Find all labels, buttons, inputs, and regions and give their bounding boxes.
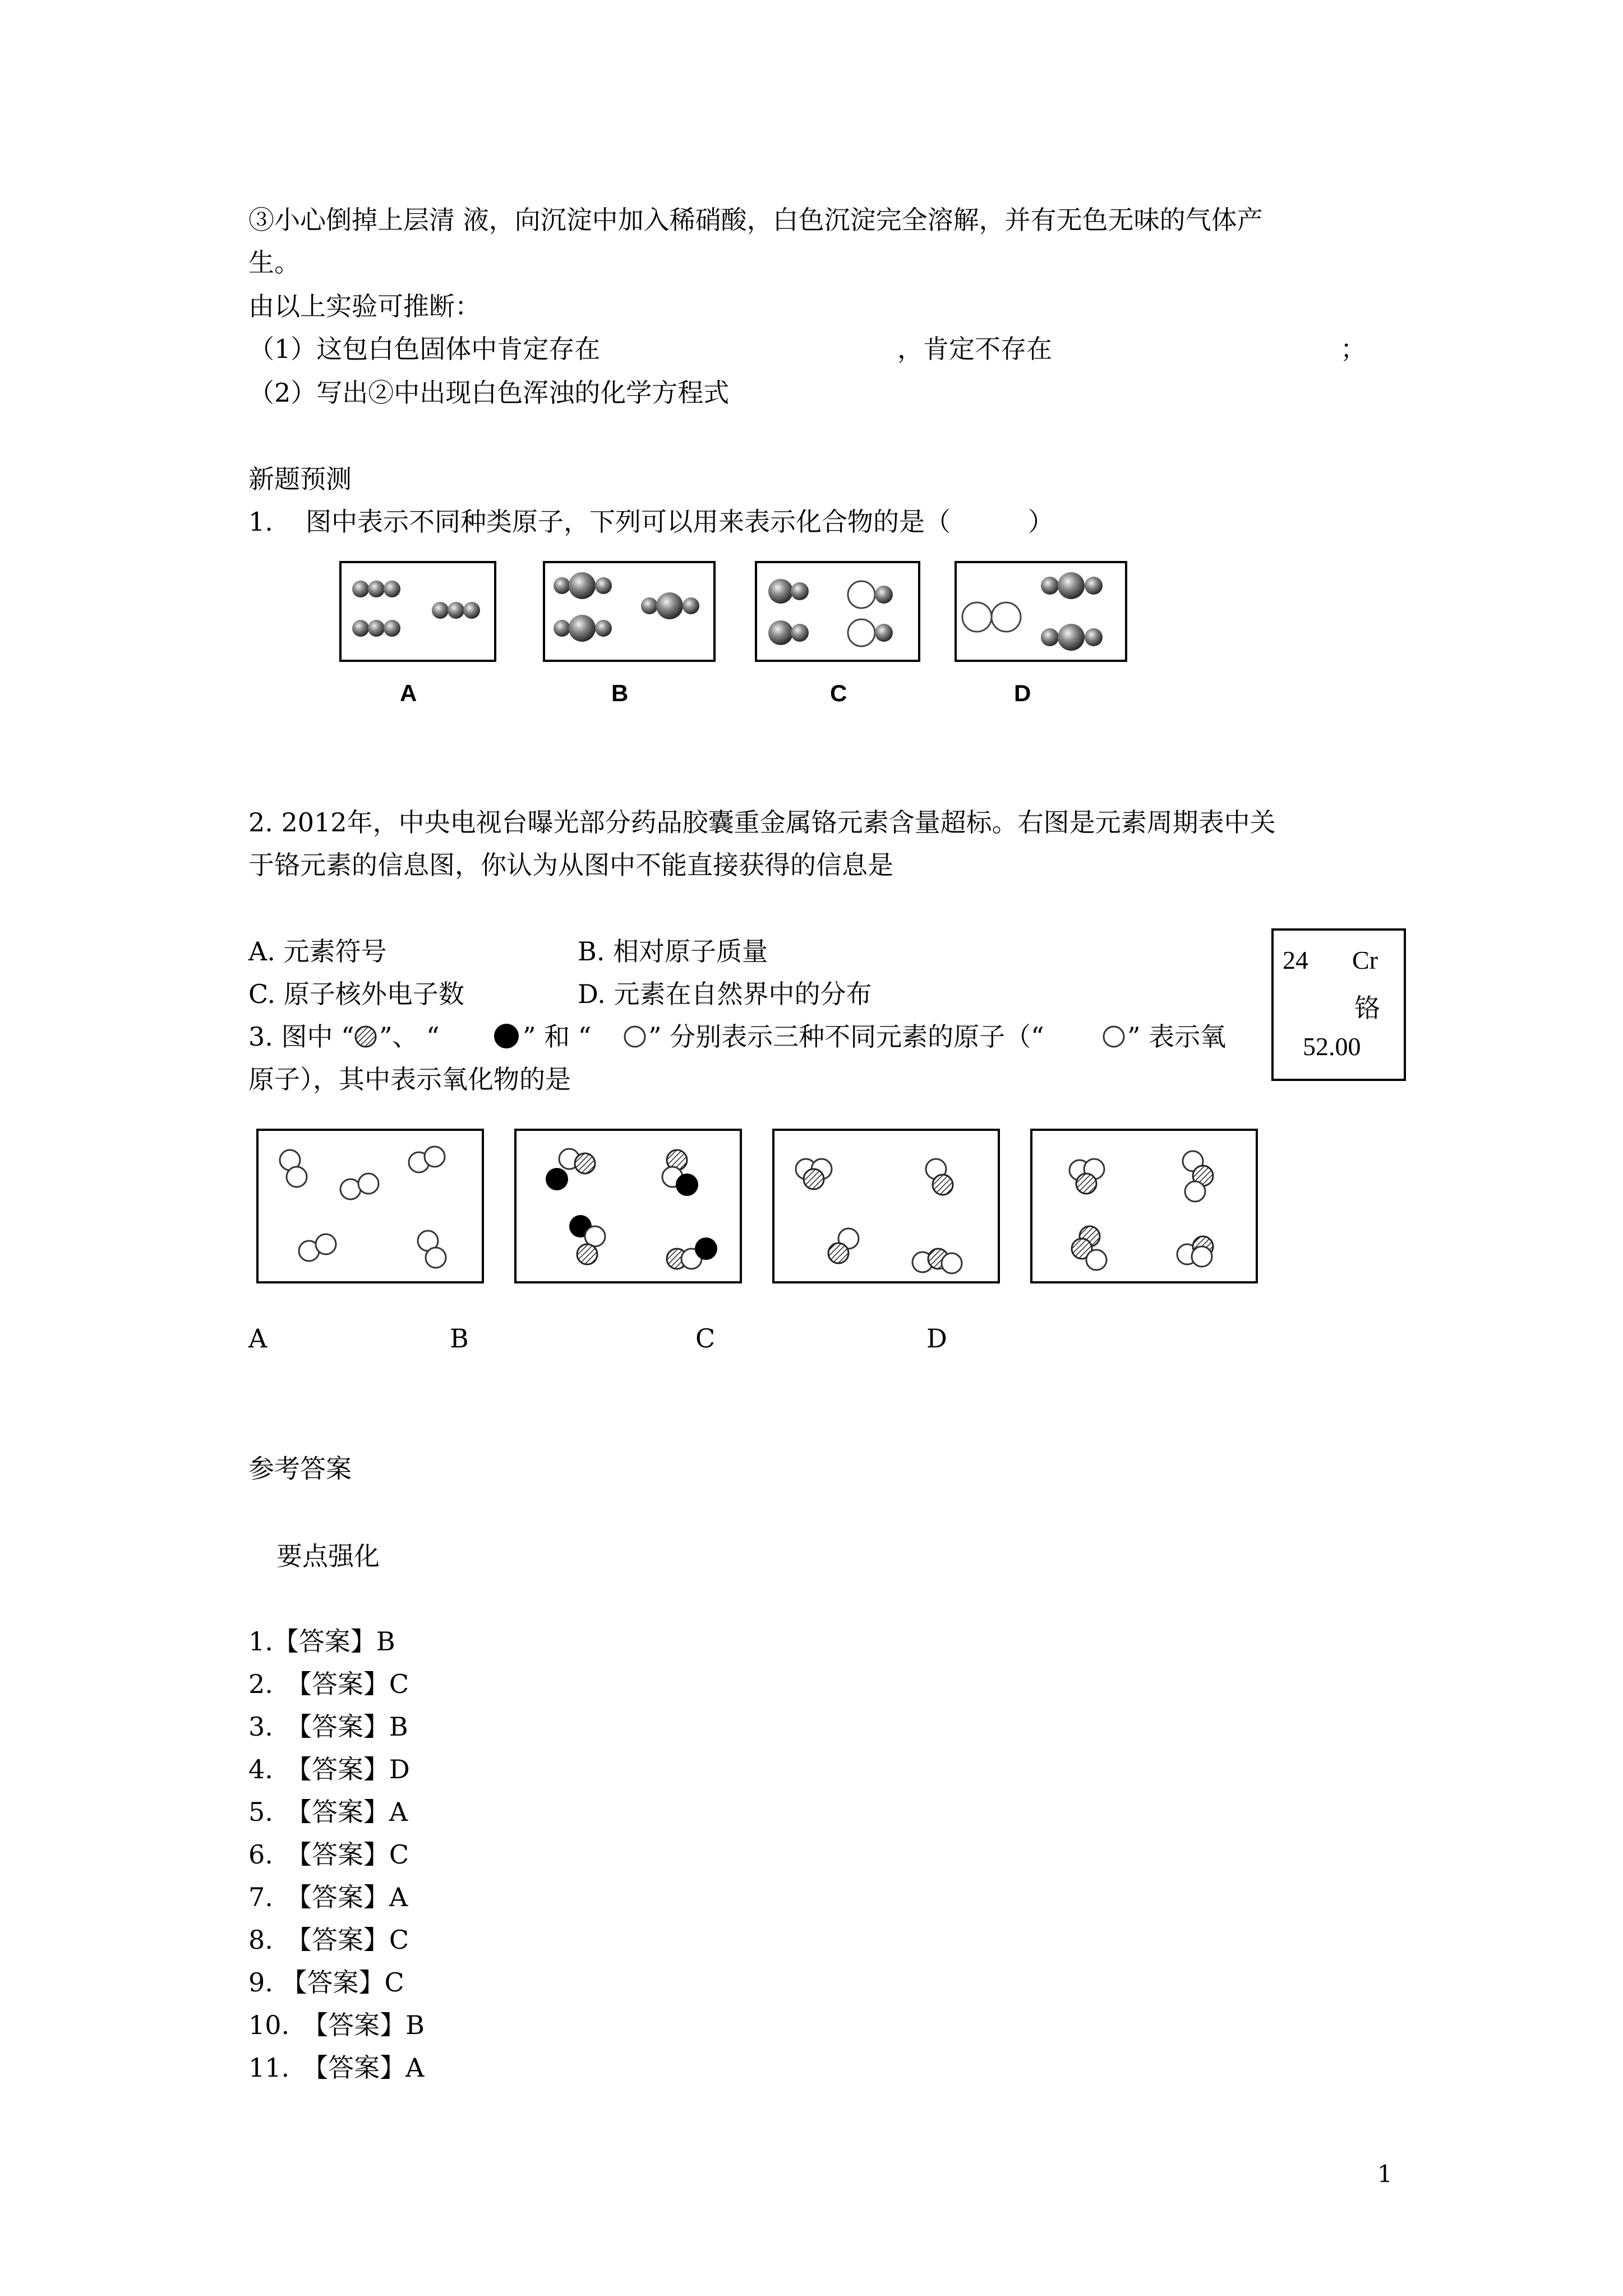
q3-label-c: C (695, 1323, 716, 1354)
element-atomic-number: 24 (1283, 946, 1308, 974)
q3-diagram-c (772, 1129, 1000, 1283)
step3-line2: 生。 (248, 247, 300, 278)
q1-diagram-a-atoms (339, 561, 496, 662)
answer-item: 4. 【答案】D (248, 1754, 410, 1784)
q2-option-b: B. 相对原子质量 (578, 936, 768, 967)
q1-diagram-a (339, 561, 496, 662)
q1-label-c: C (830, 680, 847, 706)
question1-number: 1. (248, 507, 273, 537)
q1-diagram-c (755, 561, 920, 662)
page-number: 1 (1377, 2160, 1393, 2188)
q2-option-d: D. 元素在自然界中的分布 (578, 979, 872, 1009)
question2-line2: 于铬元素的信息图，你认为从图中不能直接获得的信息是 (248, 850, 893, 880)
q1-diagram-b (543, 561, 716, 662)
answers-title: 参考答案 (248, 1453, 352, 1484)
q3-diagram-b (514, 1129, 742, 1283)
answer-item: 8. 【答案】C (248, 1925, 409, 1955)
q1-text-b: ，肯定不存在 (897, 334, 1052, 364)
answer-item: 11. 【答案】A (248, 2053, 425, 2083)
element-symbol: Cr (1352, 946, 1378, 974)
q1-label-a: A (400, 680, 417, 706)
oxygen-atom-icon (1101, 1024, 1126, 1049)
element-name: 铬 (1354, 994, 1380, 1023)
answer-item: 6. 【答案】C (248, 1839, 409, 1870)
answer-item: 2. 【答案】C (248, 1669, 409, 1699)
hatched-atom-icon (353, 1024, 378, 1049)
q1-label-d: D (1014, 680, 1031, 706)
q3-diagram-d-molecules (1030, 1129, 1258, 1283)
question1-text: 图中表示不同种类原子，下列可以用来表示化合物的是（ ） (306, 507, 1054, 537)
answer-item: 7. 【答案】A (248, 1882, 408, 1912)
element-mass: 52.00 (1303, 1032, 1361, 1061)
q3-diagram-a-molecules (256, 1129, 484, 1283)
answer-item: 1.【答案】B (248, 1626, 395, 1657)
q1-diagram-d-atoms (955, 561, 1127, 662)
element-card-chromium (1271, 928, 1406, 1081)
q1-diagram-c-atoms (755, 561, 920, 662)
q2-text: （2）写出②中出现白色浑浊的化学方程式 (248, 378, 730, 408)
answer-item: 10. 【答案】B (248, 2010, 425, 2040)
inference-text: 由以上实验可推断： (248, 291, 481, 321)
question3-line1-e: ” 表示氧 (1127, 1022, 1227, 1052)
answer-item: 9. 【答案】C (248, 1967, 404, 1998)
step3-line1: ③小心倒掉上层清 液，向沉淀中加入稀硝酸，白色沉淀完全溶解，并有无色无味的气体产 (248, 205, 1263, 235)
answer-item: 5. 【答案】A (248, 1797, 408, 1827)
q1-diagram-b-atoms (543, 561, 716, 662)
q1-diagram-d (955, 561, 1127, 662)
section-title: 新题预测 (248, 464, 352, 494)
white-atom-icon (623, 1024, 647, 1049)
question3-line2: 原子），其中表示氧化物的是 (248, 1064, 571, 1094)
question3-line1-c: ” 和 “ (523, 1022, 592, 1052)
q1-text-a: （1）这包白色固体中肯定存在 (248, 334, 601, 364)
q1-text-end: ； (1340, 334, 1366, 364)
question2-line1: 2. 2012年，中央电视台曝光部分药品胶囊重金属铬元素含量超标。右图是元素周期表中关 (248, 807, 1276, 838)
q3-label-d: D (926, 1323, 947, 1354)
q3-diagram-c-molecules (772, 1129, 1000, 1283)
q3-diagram-a (256, 1129, 484, 1283)
question3-line1-b: ”、 “ (379, 1022, 440, 1052)
question3-line1-a: 3. 图中 “ (248, 1022, 354, 1052)
q3-label-a: A (248, 1323, 268, 1354)
q1-label-b: B (611, 680, 629, 706)
q3-label-b: B (450, 1323, 469, 1354)
q3-diagram-d (1030, 1129, 1258, 1283)
question3-line1-d: ” 分别表示三种不同元素的原子（“ (648, 1022, 1044, 1052)
answer-item: 3. 【答案】B (248, 1711, 408, 1742)
q3-diagram-b-molecules (514, 1129, 742, 1283)
answers-subtitle: 要点强化 (276, 1541, 380, 1571)
black-atom-icon (492, 1022, 520, 1050)
q2-option-c: C. 原子核外电子数 (248, 979, 464, 1009)
q2-option-a: A. 元素符号 (248, 936, 387, 967)
